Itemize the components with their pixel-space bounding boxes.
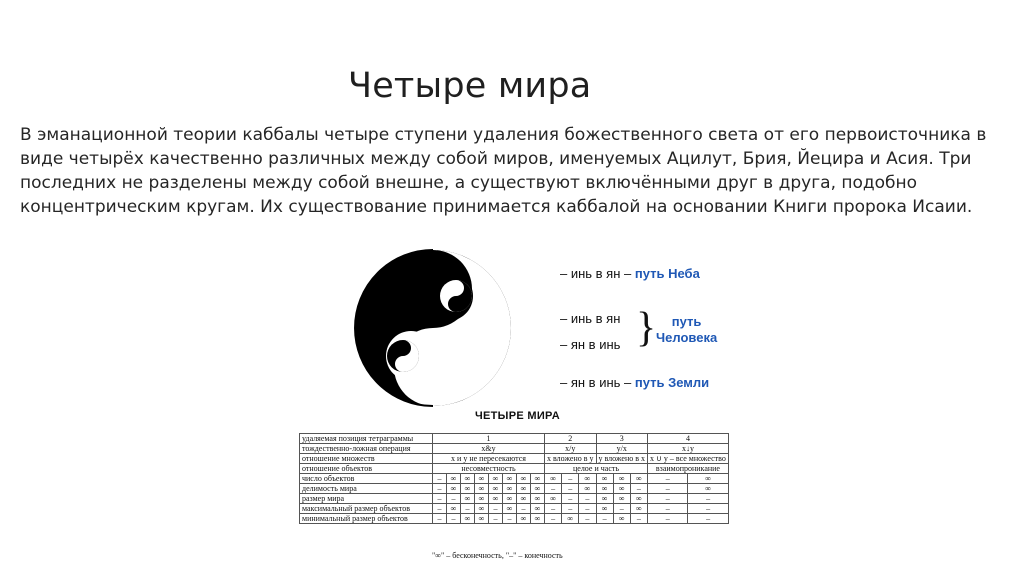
- legend-earth-path: путь Земли: [634, 375, 710, 390]
- yin-yang-image: [353, 248, 513, 408]
- table-cell: –: [545, 504, 562, 514]
- table-cell: ∞: [596, 484, 613, 494]
- op-col1: x&y: [433, 444, 545, 454]
- op-col4: x↓y: [648, 444, 729, 454]
- table-cell: ∞: [517, 514, 531, 524]
- table-cell: –: [648, 484, 688, 494]
- table-cell: –: [562, 474, 579, 484]
- rel-col1a: x и y не пересекаются: [433, 454, 545, 464]
- table-cell: –: [447, 494, 461, 504]
- table-cell: ∞: [613, 474, 630, 484]
- table-title: ЧЕТЫРЕ МИРА: [475, 410, 560, 422]
- table-cell: ∞: [447, 504, 461, 514]
- table-cell: ∞: [579, 474, 596, 484]
- table-row: [300, 484, 729, 494]
- table-cell: ∞: [596, 474, 613, 484]
- table-cell: –: [433, 514, 447, 524]
- table-cell: ∞: [475, 474, 489, 484]
- legend-brace: }: [636, 305, 657, 351]
- table-cell: –: [630, 484, 647, 494]
- table-cell: ∞: [475, 494, 489, 504]
- header-col2: 2: [545, 434, 597, 444]
- rel-label-2: отношение объектов: [300, 464, 433, 474]
- path-person-line1: путь: [671, 314, 702, 329]
- table-rel-row-2: [300, 464, 729, 474]
- table-cell: –: [489, 504, 503, 514]
- slide-paragraph: В эманационной теории каббалы четыре ступени удаления божественного света от его первоисточника в виде четырёх качественно различных между собой миров, именуемых Ацилут, Брия, Йецира и Асия. Три последних не разделены между собой внешне, а существуют включёнными друг в друга, подобно концентрическим кругам. Их существование принимается каббалой на основании Книги пророка Исаии.: [20, 125, 987, 217]
- legend-heaven-text: – инь в ян –: [560, 266, 632, 281]
- table-cell: ∞: [562, 514, 579, 524]
- table-cell: –: [517, 504, 531, 514]
- rel-col3a: y вложено в x: [596, 454, 648, 464]
- row-label: максимальный размер объектов: [300, 504, 433, 514]
- rel-col2a: x вложено в y: [545, 454, 597, 464]
- four-worlds-table: [299, 433, 729, 524]
- table-cell: ∞: [447, 474, 461, 484]
- table-cell: –: [648, 514, 688, 524]
- table-cell: ∞: [531, 474, 545, 484]
- table-cell: ∞: [475, 514, 489, 524]
- table-cell: –: [433, 474, 447, 484]
- table-cell: –: [630, 514, 647, 524]
- table-cell: ∞: [475, 484, 489, 494]
- table-header-row: [300, 434, 729, 444]
- table-cell: ∞: [461, 474, 475, 484]
- table-cell: –: [579, 494, 596, 504]
- legend-earth: [560, 375, 709, 390]
- table-cell: –: [562, 494, 579, 504]
- rel-col23b: целое и часть: [545, 464, 648, 474]
- table-cell: –: [613, 504, 630, 514]
- table-cell: ∞: [596, 504, 613, 514]
- table-cell: –: [579, 514, 596, 524]
- table-cell: ∞: [475, 504, 489, 514]
- table-row: [300, 514, 729, 524]
- table-cell: ∞: [531, 484, 545, 494]
- table-rel-row-1: [300, 454, 729, 464]
- rel-label-1: отношение множеств: [300, 454, 433, 464]
- legend-yang-in-yin: – ян в инь: [560, 337, 621, 352]
- table-cell: –: [489, 514, 503, 524]
- table-cell: ∞: [489, 474, 503, 484]
- header-col4: 4: [648, 434, 729, 444]
- table-cell: ∞: [461, 514, 475, 524]
- slide-title: Четыре мира: [348, 66, 592, 106]
- table-cell: ∞: [630, 504, 647, 514]
- table-cell: ∞: [630, 474, 647, 484]
- table-cell: ∞: [503, 504, 517, 514]
- table-cell: ∞: [545, 494, 562, 504]
- table-cell: –: [545, 484, 562, 494]
- table-cell: ∞: [489, 494, 503, 504]
- table-cell: ∞: [503, 484, 517, 494]
- legend-path-person: [656, 314, 717, 346]
- legend-heaven-path: путь Неба: [634, 266, 700, 281]
- op-col3: y/x: [596, 444, 648, 454]
- table-cell: –: [648, 474, 688, 484]
- op-label: тождественно-ложная операция: [300, 444, 433, 454]
- table-cell: ∞: [579, 484, 596, 494]
- table-cell: ∞: [503, 494, 517, 504]
- header-col3: 3: [596, 434, 648, 444]
- table-cell: ∞: [517, 494, 531, 504]
- table-cell: ∞: [531, 504, 545, 514]
- table-cell: ∞: [517, 484, 531, 494]
- table-row: [300, 504, 729, 514]
- table-cell: ∞: [531, 514, 545, 524]
- table-cell: ∞: [613, 484, 630, 494]
- table-cell: ∞: [517, 474, 531, 484]
- table-cell: ∞: [489, 484, 503, 494]
- table-cell: ∞: [447, 484, 461, 494]
- table-cell: –: [433, 484, 447, 494]
- table-cell: –: [562, 484, 579, 494]
- row-label: число объектов: [300, 474, 433, 484]
- row-label: минимальный размер объектов: [300, 514, 433, 524]
- table-cell: –: [461, 504, 475, 514]
- table-cell: ∞: [545, 474, 562, 484]
- table-cell: –: [648, 494, 688, 504]
- table-cell: –: [433, 504, 447, 514]
- table-cell: ∞: [503, 474, 517, 484]
- path-person-line2: Человека: [656, 330, 718, 345]
- table-cell: ∞: [461, 484, 475, 494]
- row-label: размер мира: [300, 494, 433, 504]
- table-cell: –: [688, 494, 728, 504]
- table-cell: –: [503, 514, 517, 524]
- legend-earth-text: – ян в инь –: [560, 375, 632, 390]
- table-cell: ∞: [596, 494, 613, 504]
- rel-col4a: x ∪ y – все множество: [648, 454, 729, 464]
- table-cell: –: [596, 514, 613, 524]
- table-cell: ∞: [688, 484, 728, 494]
- table-op-row: [300, 444, 729, 454]
- op-col2: x/y: [545, 444, 597, 454]
- legend-heaven: [560, 266, 700, 281]
- table-cell: –: [447, 514, 461, 524]
- table-footnote: "∞" – бесконечность, "–" – конечность: [432, 551, 563, 560]
- table-cell: –: [688, 504, 728, 514]
- table-cell: –: [579, 504, 596, 514]
- table-cell: –: [545, 514, 562, 524]
- table-row: [300, 494, 729, 504]
- row-label: делимость мира: [300, 484, 433, 494]
- table-cell: –: [433, 494, 447, 504]
- table-cell: –: [648, 504, 688, 514]
- table-cell: ∞: [461, 494, 475, 504]
- table-cell: ∞: [531, 494, 545, 504]
- table-row: [300, 474, 729, 484]
- rel-col1b: несовместность: [433, 464, 545, 474]
- rel-col4b: взаимопроникание: [648, 464, 729, 474]
- table-cell: ∞: [630, 494, 647, 504]
- legend-yin-in-yang: – инь в ян: [560, 311, 621, 326]
- table-data-rows: [300, 474, 729, 524]
- table-cell: ∞: [688, 474, 728, 484]
- header-label: удаляемая позиция тетраграммы: [300, 434, 433, 444]
- table-cell: ∞: [613, 514, 630, 524]
- table-cell: –: [562, 504, 579, 514]
- table-cell: –: [688, 514, 728, 524]
- header-col1: 1: [433, 434, 545, 444]
- table-cell: ∞: [613, 494, 630, 504]
